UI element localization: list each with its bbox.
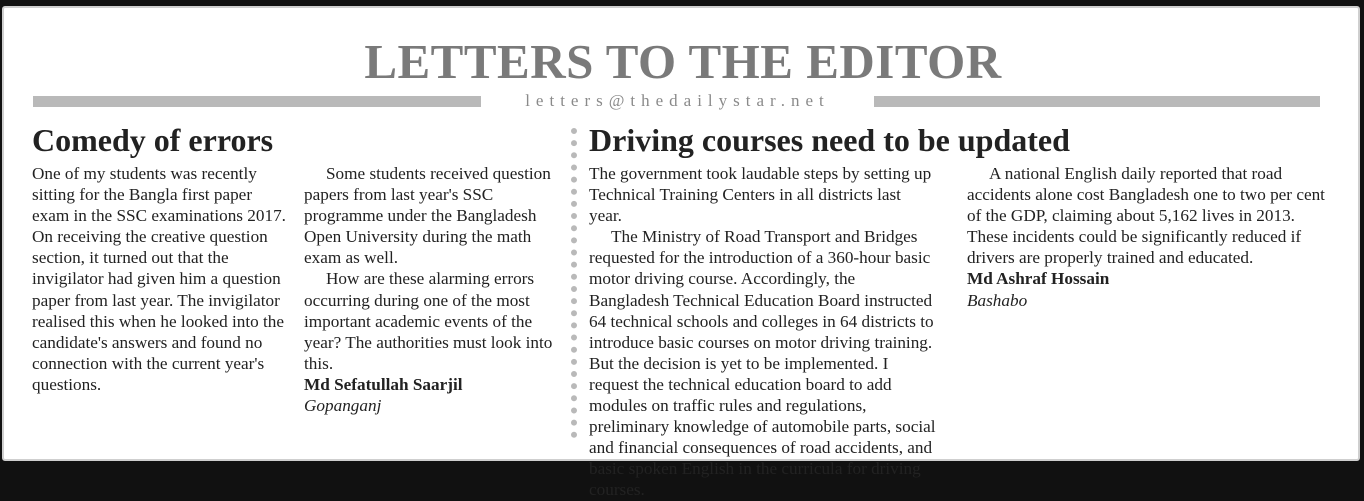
letter1-paragraph-2: Some students received question papers from last year's SSC programme under the Bangladesh Open University during the math exam as well. (304, 164, 551, 268)
letter2-paragraph-2: The Ministry of Road Transport and Bridges requested for the introduction of a 360-hour basic motor driving course. Accordingly, the Bangladesh Technical Education Board instructed 64 technical schools and colleges in 64 districts to introduce basic courses on motor driving training. But the decision is yet to be implemented. I request the technical education board to add modules on traffic rules and regulations, preliminary knowledge of automobile parts, social and financial consequences of road accidents, and basic spoken English in the curricula for driving courses. (589, 227, 936, 500)
letter2-column2 (967, 163, 1327, 311)
letter2-location: Bashabo (967, 290, 1028, 310)
letter1-column1 (32, 163, 292, 395)
letter1-location: Gopanganj (304, 396, 382, 416)
newspaper-clipping (2, 6, 1360, 500)
letter2-author: Md Ashraf Hossain (967, 269, 1110, 289)
letter1-headline: Comedy of errors (32, 122, 274, 158)
letter1-paragraph-1: One of my students was recently sitting for the Bangla first paper exam in the SSC examinations 2017. On receiving the creative question section, it turned out that the invigilator had given him a question paper from last year. The invigilator realised this when he looked into the candidate's answers and found no connection with the current year's questions. (32, 164, 286, 394)
letter1-paragraph-3: How are these alarming errors occurring during one of the most important academic events of the year? The authorities must look into this. (304, 269, 553, 373)
letter1-column2 (304, 163, 556, 416)
letter2-paragraph-3: A national English daily reported that road accidents alone cost Bangladesh one to two per cent of the GDP, claiming about 5,162 lives in 2013. These incidents could be significantly reduced if drivers are properly trained and educated. (967, 164, 1325, 268)
letter1-author: Md Sefatullah Saarjil (304, 374, 463, 394)
letter2-paragraph-1: The government took laudable steps by setting up Technical Training Centers in all districts last year. (589, 164, 932, 226)
letter2-column1 (589, 163, 937, 500)
editor-email: letters@thedailystar.net (525, 91, 830, 110)
rule-left (33, 96, 481, 107)
letter2-headline: Driving courses need to be updated (589, 122, 1070, 158)
section-title: LETTERS TO THE EDITOR (364, 34, 1002, 89)
column-divider (571, 128, 577, 438)
rule-right (874, 96, 1320, 107)
